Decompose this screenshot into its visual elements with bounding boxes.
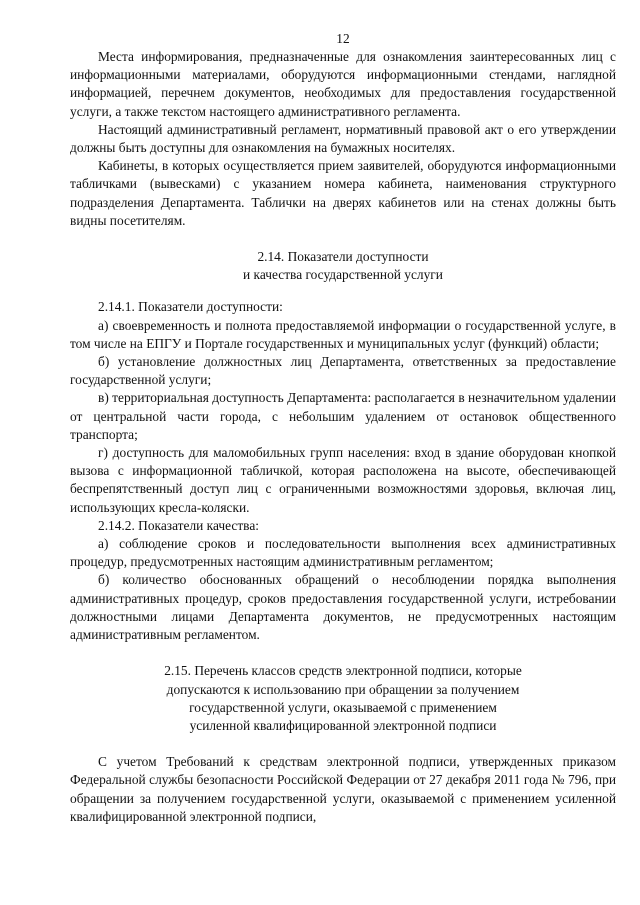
list-item-a: а) своевременность и полнота предоставляемой информации о государственной услуге, в том числе на ЕПГУ и Портале государственных и муниципальных услуг (функций) области; — [70, 317, 616, 351]
page-number: 12 — [336, 31, 350, 46]
paragraph-signature-requirements: С учетом Требований к средствам электронной подписи, утвержденных приказом Федеральной службы безопасности Российской Федерации от 27 декабря 2011 года № 796, при обращении за получением государственной услуги, оказываемой с применением усиленной квалифицированной электронной подписи, — [70, 754, 616, 824]
section-heading-2-15 — [70, 662, 616, 735]
heading-line: 2.14. Показатели доступности — [257, 249, 429, 265]
subsection-2-14-2-title: 2.14.2. Показатели качества: — [98, 517, 259, 533]
intro-paragraphs — [70, 48, 616, 230]
subsection-2-14-1-title: 2.14.1. Показатели доступности: — [98, 299, 283, 315]
heading-line: 2.15. Перечень классов средств электронной подписи, которые — [164, 663, 522, 679]
list-item-g: г) доступность для маломобильных групп населения: вход в здание оборудован кнопкой вызова с информационной табличкой, которая расположена на высоте, обеспечивающей беспрепятственный доступ лиц с ограниченными возможностями здоровья, включая лиц, использующих кресла-коляски. — [70, 445, 616, 515]
section-2-14-body — [70, 298, 616, 644]
document-page — [70, 30, 616, 826]
heading-line: допускаются к использованию при обращении за получением — [166, 681, 520, 697]
heading-line: государственной услуги, оказываемой с применением — [189, 699, 497, 715]
paragraph-regulation-availability: Настоящий административный регламент, нормативный правовой акт о его утверждении должны быть доступны для ознакомления на бумажных носителях. — [70, 121, 616, 156]
list-item-v: в) территориальная доступность Департамента: располагается в незначительном удалении от центральной части города, с небольшим удалением от остановок общественного транспорта; — [70, 390, 616, 442]
list-item-b-quality: б) количество обоснованных обращений о несоблюдении порядка выполнения административных процедур, сроков предоставления государственной услуги, истребовании должностными лицами Департамента документов, не предусмотренных настоящим административным регламентом. — [70, 572, 616, 643]
heading-line: и качества государственной услуги — [243, 267, 443, 283]
list-item-b: б) установление должностных лиц Департамента, ответственных за предоставление государственной услуги; — [70, 354, 616, 388]
heading-line: усиленной квалифицированной электронной подписи — [189, 717, 497, 733]
section-heading-2-14 — [70, 248, 616, 284]
paragraph-info-places: Места информирования, предназначенные для ознакомления заинтересованных лиц с информационными материалами, оборудуются информационными стендами, наглядной информацией, перечнем документов, необходимых для предоставления государственной услуги, а также текстом настоящего административного регламента. — [70, 49, 616, 119]
section-2-15-body — [70, 753, 616, 826]
paragraph-cabinets: Кабинеты, в которых осуществляется прием заявителей, оборудуются информационными табличками (вывесками) с указанием номера кабинета, наименования структурного подразделения Департамента. Таблички на дверях кабинетов или на стенах должны быть видны посетителям. — [70, 158, 616, 228]
list-item-a-quality: а) соблюдение сроков и последовательности выполнения всех административных процедур, предусмотренных настоящим административным регламентом; — [70, 536, 616, 570]
